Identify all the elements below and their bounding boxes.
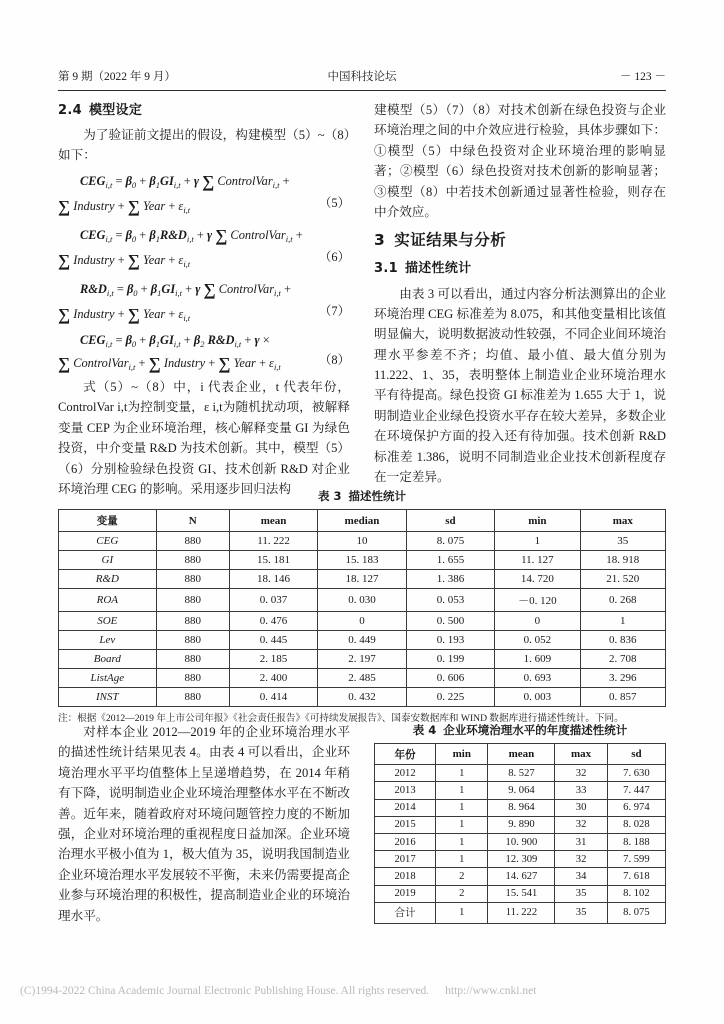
table-row [375, 885, 666, 902]
cell-min: 1 [436, 782, 488, 799]
cell-min: 1. 609 [495, 650, 580, 669]
cell-median: 0 [318, 612, 406, 631]
cell-min: 11. 127 [495, 551, 580, 570]
cell-min: 1 [436, 799, 488, 816]
cell-sd: 1. 386 [406, 570, 494, 589]
cell-year: 2014 [375, 799, 436, 816]
table-row [375, 833, 666, 850]
cell-sd: 7. 618 [607, 868, 665, 885]
cell-mean: 12. 309 [488, 851, 555, 868]
cell-min: 1 [436, 816, 488, 833]
table-row [375, 816, 666, 833]
cell-sd: 8. 102 [607, 885, 665, 902]
cell-max: 34 [555, 868, 607, 885]
cell-mean: 10. 900 [488, 833, 555, 850]
cell-min: 0. 052 [495, 631, 580, 650]
formula-5-number: （5） [319, 196, 350, 211]
cell-max: 0. 836 [580, 631, 665, 650]
paragraph-model-intro: 为了验证前文提出的假设，构建模型（5）~（8）如下： [58, 128, 350, 163]
table-row [59, 589, 666, 612]
cell-mean: 0. 476 [229, 612, 317, 631]
section-heading-2-4 [58, 100, 350, 121]
table-row [375, 765, 666, 782]
cell-variable: ListAge [59, 669, 157, 688]
table-row [59, 551, 666, 570]
table-row [59, 532, 666, 551]
cell-n: 880 [156, 631, 229, 650]
cell-sd: 8. 188 [607, 833, 665, 850]
table-row [59, 570, 666, 589]
cell-year: 2015 [375, 816, 436, 833]
cell-variable: R&D [59, 570, 157, 589]
cell-max: 21. 520 [580, 570, 665, 589]
cell-variable: INST [59, 688, 157, 707]
formula-8: $CEG_{i,t} = \beta_0 + \beta_1GI_{i,t} + \beta_2$ $R\&D_{i,t} + \gamma$ × （8） ∑ ControlVar$_{i,t}$ + ∑ Industry + ∑ Year + $\varepsilon_{i,t}$ [58, 332, 350, 373]
table3-col-min: min [495, 510, 580, 532]
cell-max: 18. 918 [580, 551, 665, 570]
cell-variable: Board [59, 650, 157, 669]
table4-col-mean: mean [488, 744, 555, 765]
table3-col-n: N [156, 510, 229, 532]
cell-sd: 7. 599 [607, 851, 665, 868]
cell-min: 0 [495, 612, 580, 631]
cell-min: 1 [436, 765, 488, 782]
cell-mean: 9. 890 [488, 816, 555, 833]
section-title: 模型设定 [88, 103, 143, 118]
table3-col-sd: sd [406, 510, 494, 532]
table-row [59, 631, 666, 650]
cell-variable: CEG [59, 532, 157, 551]
table4-col-sd: sd [607, 744, 665, 765]
cell-sd: 6. 974 [607, 799, 665, 816]
cell-min: 1 [436, 833, 488, 850]
running-head [58, 68, 666, 86]
cell-n: 880 [156, 612, 229, 631]
table-row [375, 851, 666, 868]
cell-max: 32 [555, 765, 607, 782]
cell-min: －0. 120 [495, 589, 580, 612]
paragraph-variable-explanation: 式（5）~（8）中，i 代表企业，t 代表年份，ControlVar i,t为控制变量，ε i,t为随机扰动项，被解释变量 CEP 为企业环境治理，核心解释变量 GI 为绿色投资，中介变量 R&D 为技术创新。其中，模型（5）（6）分别检验绿色投资 GI、技术创新 R&D 对企业环境治理 CEG 的影响。采用逐步回归法构 [58, 380, 350, 497]
cell-year: 2018 [375, 868, 436, 885]
cell-sd: 0. 053 [406, 589, 494, 612]
cell-n: 880 [156, 589, 229, 612]
cell-median: 15. 183 [318, 551, 406, 570]
table-row-total [375, 902, 666, 923]
cell-variable: SOE [59, 612, 157, 631]
cell-median: 0. 432 [318, 688, 406, 707]
cell-max: 35 [555, 885, 607, 902]
table4-header-row [375, 744, 666, 765]
cell-mean: 2. 400 [229, 669, 317, 688]
cell-max: 0. 268 [580, 589, 665, 612]
table-row [59, 688, 666, 707]
cell-sd: 0. 225 [406, 688, 494, 707]
page-number: － 123 － [620, 71, 666, 83]
cell-n: 880 [156, 669, 229, 688]
table4-label: 表 4 [412, 723, 437, 737]
running-head-left: 第 9 期（2022 年 9 月） [58, 71, 176, 83]
table4-col-max: max [555, 744, 607, 765]
cnki-url[interactable]: http://www.cnki.net [445, 985, 537, 997]
cell-mean: 8. 964 [488, 799, 555, 816]
cell-sd: 0. 199 [406, 650, 494, 669]
cell-variable: GI [59, 551, 157, 570]
header-rule [58, 90, 666, 91]
copyright-text: (C)1994-2022 China Academic Journal Electronic Publishing House. All rights reserved. [20, 985, 430, 997]
cell-n: 880 [156, 551, 229, 570]
paragraph-descriptive-stats: 由表 3 可以看出，通过内容分析法测算出的企业环境治理 CEG 标准差为 8.075，和其他变量相比该值明显偏大，说明数据波动性较强，不同企业间环境治理水平参差不齐；均值、最小值、最大值分别为 11.222、1、35，表明整体上制造业企业环境治理水平有待提高。绿色投资 GI 标准差为 1.655 大于 1，说明制造业企业绿色投资水平存在较大差异，多数企业在环境保护方面的投入还有待加强。技术创新 R&D 标准差 1.386，说明不同制造业企业技术创新程度存在一定差异。 [374, 286, 666, 485]
cell-sd: 0. 500 [406, 612, 494, 631]
cell-mean: 15. 541 [488, 885, 555, 902]
table4 [374, 743, 666, 924]
cell-median: 0. 449 [318, 631, 406, 650]
cell-max: 31 [555, 833, 607, 850]
cell-mean: 2. 185 [229, 650, 317, 669]
cell-mean: 11. 222 [229, 532, 317, 551]
cell-max: 1 [580, 612, 665, 631]
cell-mean: 0. 445 [229, 631, 317, 650]
right-column [374, 100, 666, 487]
section31-number: 3.1 [374, 261, 398, 277]
cell-max: 32 [555, 851, 607, 868]
cell-min: 0. 693 [495, 669, 580, 688]
cell-year: 2016 [375, 833, 436, 850]
formula-7: $R\&D_{i,t} = \beta_0 + \beta_1GI_{i,t} + \gamma$ ∑ ControlVar$_{i,t}$ + （7） ∑ Industry + ∑ Year + $\varepsilon_{i,t}$ [58, 279, 350, 325]
table3-block [58, 488, 666, 725]
cell-median: 10 [318, 532, 406, 551]
cell-variable: ROA [59, 589, 157, 612]
cell-sd: 8. 075 [607, 902, 665, 923]
cell-year: 2017 [375, 851, 436, 868]
cell-median: 2. 485 [318, 669, 406, 688]
table-row [59, 612, 666, 631]
cell-mean: 18. 146 [229, 570, 317, 589]
table3-col-median: median [318, 510, 406, 532]
cell-sd: 7. 447 [607, 782, 665, 799]
table4-col-min: min [436, 744, 488, 765]
cell-max: 2. 708 [580, 650, 665, 669]
cell-median: 2. 197 [318, 650, 406, 669]
section-heading-3 [374, 228, 666, 253]
cell-min: 14. 720 [495, 570, 580, 589]
table3-col-mean: mean [229, 510, 317, 532]
cell-mean: 9. 064 [488, 782, 555, 799]
cell-mean: 15. 181 [229, 551, 317, 570]
section-heading-3-1 [374, 258, 666, 279]
cell-max: 32 [555, 816, 607, 833]
table3-note: 注：根据《2012—2019 年上市公司年报》《社会责任报告》《可持续发展报告》、国泰安数据库和 WIND 数据库进行描述性统计。下同。 [58, 713, 624, 724]
table-row [59, 650, 666, 669]
left-column [58, 100, 350, 499]
cell-sd: 0. 193 [406, 631, 494, 650]
cell-mean: 0. 037 [229, 589, 317, 612]
table4-block [374, 722, 666, 924]
running-head-journal: 中国科技论坛 [327, 71, 397, 83]
cell-max: 30 [555, 799, 607, 816]
table4-col-year: 年份 [375, 744, 436, 765]
table-row [59, 669, 666, 688]
cell-max: 35 [555, 902, 607, 923]
cell-max: 33 [555, 782, 607, 799]
formula-5: $CEG_{i,t} = \beta_0 + \beta_1GI_{i,t} + \gamma$ ∑ ControlVar$_{i,t}$ + （5） ∑ Industry + ∑ Year + $\varepsilon_{i,t}$ [58, 171, 350, 217]
cell-mean: 14. 627 [488, 868, 555, 885]
cell-median: 0. 030 [318, 589, 406, 612]
table3-caption [58, 488, 666, 504]
cell-n: 880 [156, 688, 229, 707]
cell-min: 2 [436, 868, 488, 885]
cell-median: 18. 127 [318, 570, 406, 589]
formula-6: $CEG_{i,t} = \beta_0$ + $\beta_1R\&D_{i,t} + \gamma$ ∑ ControlVar$_{i,t}$ + （6） ∑ Industry + ∑ Year + $\varepsilon_{i,t}$ [58, 225, 350, 271]
cell-n: 880 [156, 650, 229, 669]
table-row [375, 868, 666, 885]
table4-title: 企业环境治理水平的年度描述性统计 [443, 723, 628, 737]
cell-sd: 8. 028 [607, 816, 665, 833]
cell-n: 880 [156, 532, 229, 551]
table3-col-max: max [580, 510, 665, 532]
cell-year: 2019 [375, 885, 436, 902]
table3-label: 表 3 [317, 489, 342, 503]
cell-year: 2012 [375, 765, 436, 782]
cell-sd: 7. 630 [607, 765, 665, 782]
table3-title: 描述性统计 [348, 489, 406, 503]
section3-number: 3 [374, 231, 386, 250]
paragraph-annual-stats: 对样本企业 2012—2019 年的企业环境治理水平的描述性统计结果见表 4。由表 4 可以看出，企业环境治理水平平均值整体上呈递增趋势，在 2014 年稍有下降，说明制造业企业环境治理整体水平在不断改善。近年来，随着政府对环境问题管控力度的不断加强，企业对环境治理的重视程度日益加深。企业环境治理水平极小值为 1，极大值为 35，说明我国制造业企业环境治理水平发展较不平衡，未来仍需要提高企业参与环境治理的积极性，提高制造业企业的环境治理水平。 [58, 725, 350, 923]
cell-max: 0. 857 [580, 688, 665, 707]
cell-year: 2013 [375, 782, 436, 799]
copyright-footer [20, 985, 710, 997]
cell-sd: 0. 606 [406, 669, 494, 688]
table3 [58, 509, 666, 707]
formula-7-number: （7） [319, 304, 350, 319]
left-column-bottom [58, 722, 350, 926]
cell-min: 1 [495, 532, 580, 551]
cell-variable: Lev [59, 631, 157, 650]
cell-min: 1 [436, 851, 488, 868]
cell-sd: 8. 075 [406, 532, 494, 551]
table3-header-row [59, 510, 666, 532]
section-number: 2.4 [58, 103, 82, 118]
cell-mean: 0. 414 [229, 688, 317, 707]
table-row [375, 782, 666, 799]
cell-year: 合计 [375, 902, 436, 923]
table3-col-variable: 变量 [59, 510, 157, 532]
cell-max: 3. 296 [580, 669, 665, 688]
cell-mean: 11. 222 [488, 902, 555, 923]
formula-6-number: （6） [319, 250, 350, 265]
table-row [375, 799, 666, 816]
paragraph-mediation-steps: 建模型（5）（7）（8）对技术创新在绿色投资与企业环境治理之间的中介效应进行检验，具体步骤如下：①模型（5）中绿色投资对企业环境治理的影响显著；②模型（6）绿色投资对技术创新的影响显著；③模型（8）中若技术创新通过显著性检验，则存在中介效应。 [374, 103, 666, 219]
cell-max: 35 [580, 532, 665, 551]
cell-mean: 8. 527 [488, 765, 555, 782]
cell-sd: 1. 655 [406, 551, 494, 570]
cell-n: 880 [156, 570, 229, 589]
formula-8-number: （8） [319, 352, 350, 367]
table4-caption [374, 722, 666, 738]
cell-min: 2 [436, 885, 488, 902]
section3-title: 实证结果与分析 [394, 231, 507, 250]
section31-title: 描述性统计 [404, 261, 472, 277]
cell-min: 1 [436, 902, 488, 923]
cell-min: 0. 003 [495, 688, 580, 707]
